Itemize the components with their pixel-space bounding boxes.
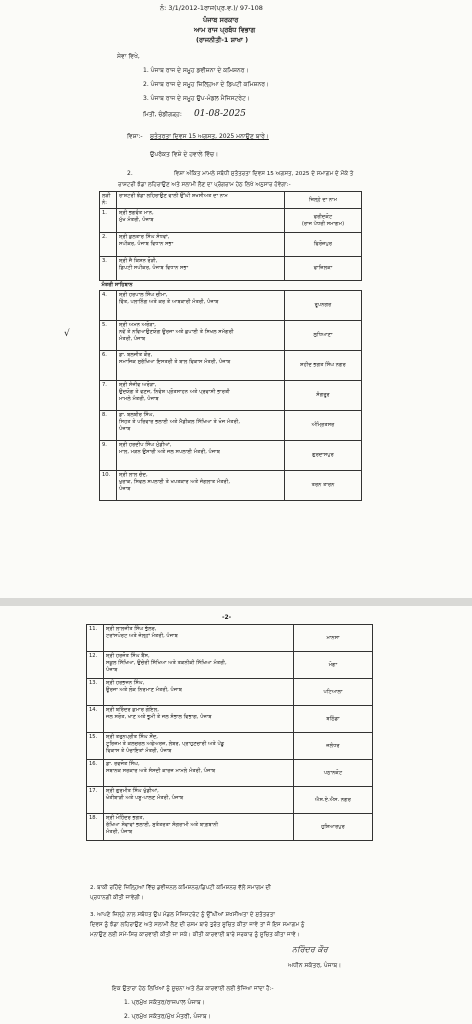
- district-note: (ਰਾਜ ਪੱਧਰੀ ਸਮਾਗਮ): [301, 220, 345, 227]
- row-district: [285, 257, 362, 281]
- date-value: 01-08-2025: [194, 109, 246, 119]
- row-person: [104, 652, 294, 679]
- person-line-l3: ਵਿਕਾਸ ਤੇ ਪੰਚਾਇਤਾਂ ਮੰਤਰੀ, ਪੰਜਾਬ: [106, 748, 172, 754]
- row-district: [285, 411, 362, 441]
- district-name: ਮੋਗਾ: [328, 661, 338, 668]
- district-name: ਲੁਧਿਆਣਾ: [313, 332, 333, 338]
- table-row: [100, 321, 362, 351]
- letter-page-2: [0, 606, 472, 1024]
- district-name: ਜਲੰਧਰ: [326, 742, 340, 749]
- row-serial: 7.: [100, 381, 117, 411]
- row-district: [285, 209, 362, 233]
- row-person: [104, 760, 294, 787]
- checkmark-icon: √: [64, 329, 70, 339]
- table-row: [100, 233, 362, 257]
- reference-number: ਨੰ: 3/1/2012-1ਰਾਜ(ਪ੍ਰ.ਵ.)/ 97-108: [160, 4, 263, 12]
- person-line-l3: ਪੰਜਾਬ: [119, 486, 131, 492]
- row-person: [117, 321, 285, 351]
- table-row: [87, 787, 373, 814]
- row-serial: 16.: [87, 760, 104, 787]
- district-name: ਫਰੀਦਕੋਟ: [313, 213, 333, 220]
- flag-hoisting-table-2: [86, 624, 373, 841]
- district-name: ਰੂਪਨਗਰ: [314, 302, 332, 308]
- subject-label: ਵਿਸ਼ਾ:-: [127, 133, 143, 140]
- person-line-l1: ਸ਼੍ਰੀ ਲਾਲ ਚੰਦ,: [119, 472, 148, 478]
- header-name: ਰਾਸ਼ਟਰੀ ਝੰਡਾ ਲਹਿਰਾਉਣ ਵਾਲੀ ਉੱਘੀ ਸ਼ਖਸੀਅਤ ਦਾ ਨਾਮ: [117, 192, 285, 209]
- table-row: [100, 351, 362, 381]
- row-person: [104, 814, 294, 841]
- intro-line: ਉਪਰੋਕਤ ਵਿਸ਼ੇ ਦੇ ਹਵਾਲੇ ਵਿੱਚ।: [150, 151, 219, 158]
- row-district: [285, 441, 362, 471]
- person-line-l1: ਸ਼੍ਰੀ ਹਰਭਜਨ ਸਿੰਘ,: [106, 680, 145, 686]
- para-b-line-2: ਦਿਵਸ ਨੂੰ ਝੰਡਾ ਲਹਿਰਾਉਣ ਅਤੇ ਸਲਾਮੀ ਲੈਣ ਦੀ ਰਸਮ ਬਾਰੇ ਤੁਰੰਤ ਸੂਚਿਤ ਕੀਤਾ ਜਾਵੇ ਤਾਂ ਜੋ ਇਸ ਸਮਾਗਮ ਨੂੰ: [90, 922, 305, 928]
- row-district: [294, 814, 373, 841]
- person-line-l1: ਡਾ. ਬਲਬੀਰ ਸਿੰਘ,: [119, 412, 155, 418]
- row-person: [117, 351, 285, 381]
- table-row: [87, 625, 373, 652]
- row-serial: 4.: [100, 291, 117, 321]
- person-line-l1: ਸ਼੍ਰੀ ਭਗਵੰਤ ਮਾਨ,: [119, 210, 154, 216]
- person-line-l3: ਪੰਜਾਬ: [106, 667, 118, 673]
- table-row: [87, 760, 373, 787]
- person-line-l2: ਉਦਯੋਗ ਤੇ ਵਣਜ, ਨਿਵੇਸ਼ ਪ੍ਰੋਤਸਾਹਨ ਅਤੇ ਪ੍ਰਵਾਸੀ ਭਾਰਤੀ: [119, 389, 230, 395]
- row-district: [294, 706, 373, 733]
- person-line-l2: ਟਰਾਂਸਪੋਰਟ ਅਤੇ ਜੇਲ੍ਹਾਂ ਮੰਤਰੀ, ਪੰਜਾਬ: [106, 633, 178, 639]
- row-serial: 9.: [100, 441, 117, 471]
- table-header-row: [100, 192, 362, 209]
- branch-name: (ਰਾਜਨੀਤੀ-1 ਸ਼ਾਖਾ ): [196, 36, 249, 44]
- government-name: ਪੰਜਾਬ ਸਰਕਾਰ: [203, 16, 239, 24]
- signatory-title: ਅਧੀਨ ਸਕੱਤਰ, ਪੰਜਾਬ।: [288, 962, 342, 969]
- row-serial: 11.: [87, 625, 104, 652]
- table-row: [100, 209, 362, 233]
- person-line-l3: ਪੰਜਾਬ: [119, 426, 131, 432]
- table-row: [100, 471, 362, 501]
- row-district: [285, 381, 362, 411]
- handwritten-signature: ਨਰਿੰਦਰ ਕੌਰ: [292, 945, 328, 954]
- table-row: [87, 733, 373, 760]
- person-line-l2: ਸਥਾਨਕ ਸਰਕਾਰ ਅਤੇ ਸੰਸਦੀ ਕਾਰਜ ਮਾਮਲੇ ਮੰਤਰੀ, ਪੰਜਾਬ: [106, 768, 216, 774]
- district-name: ਐਸ.ਏ.ਐਸ. ਨਗਰ: [315, 796, 351, 803]
- row-person: [117, 209, 285, 233]
- row-person: [117, 381, 285, 411]
- person-line-l2: ਖੇਤੀਬਾੜੀ ਅਤੇ ਪਸ਼ੂ-ਪਾਲਣ ਮੰਤਰੀ, ਪੰਜਾਬ: [106, 795, 184, 801]
- row-district: [285, 321, 362, 351]
- row-district: [285, 351, 362, 381]
- person-line-l2: ਮਾਲ, ਮੜਨ ਉਸਾਰੀ ਅਤੇ ਜਲ ਸਪਲਾਈ ਮੰਤਰੀ, ਪੰਜਾਬ: [119, 449, 220, 455]
- row-district: [285, 471, 362, 501]
- person-line-l3: ਮਾਮਲੇ ਮੰਤਰੀ, ਪੰਜਾਬ: [119, 396, 159, 402]
- person-line-l1: ਸ਼੍ਰੀ ਬਰਿੰਦਰ ਕੁਮਾਰ ਗੋਇਲ,: [106, 707, 159, 713]
- addressee-3: 3. ਪੰਜਾਬ ਰਾਜ ਦੇ ਸਮੂਹ ਉਪ-ਮੰਡਲ ਮੈਜਿਸਟਰੇਟ।: [143, 95, 250, 102]
- copy-forwarded-line: ਇਕ ਉਤਾਰਾ ਹੇਠ ਲਿਖਿਆਂ ਨੂੰ ਸੂਚਨਾ ਅਤੇ ਲੋੜ ਕਾਰਵਾਈ ਲਈ ਭੇਜਿਆ ਜਾਂਦਾ ਹੈ:-: [112, 986, 274, 992]
- person-line-l1: ਸ਼੍ਰੀ ਹਰਜੋਤ ਸਿੰਘ ਬੈਂਸ,: [106, 653, 150, 659]
- person-line-l2: ਖੁਰਾਕ, ਸਿਵਲ ਸਪਲਾਈ ਤੇ ਖਪਤਕਾਰ ਅਤੇ ਜੰਗਲਾਤ ਮੰਤਰੀ,: [119, 479, 230, 485]
- row-serial: 2.: [100, 233, 117, 257]
- para2-line-1: ਵਿਸ਼ਾ ਅੰਕਿਤ ਮਾਮਲੇ ਸਬੰਧੀ ਸੁਤੰਤਰਤਾ ਦਿਵਸ 15 ਅਗਸਤ, 2025 ਦੇ ਸਮਾਗਮ ਦੇ ਮੌਕੇ ਤੇ: [174, 171, 354, 177]
- row-person: [117, 411, 285, 441]
- para-a-line-2: ਪ੍ਰਧਾਨਗੀ ਕੀਤੀ ਜਾਵੇਗੀ।: [90, 895, 144, 901]
- person-line-l1: ਸ਼੍ਰੀ ਗੁਰਮੀਤ ਸਿੰਘ ਖੁੱਡੀਆਂ,: [106, 788, 159, 794]
- copy-recipient-1: 1. ਪ੍ਰਮੁੱਖ ਸਕੱਤਰ/ਰਾਜਪਾਲ ਪੰਜਾਬ।: [124, 999, 205, 1006]
- row-district: [285, 291, 362, 321]
- person-line-l3: ਮੰਤਰੀ, ਪੰਜਾਬ: [119, 336, 146, 342]
- department-name: ਆਮ ਰਾਜ ਪ੍ਰਬੰਧ ਵਿਭਾਗ: [194, 26, 256, 34]
- person-line-l2: ਊਰਜਾ ਅਤੇ ਲੋਕ ਨਿਰਮਾਣ ਮੰਤਰੀ, ਪੰਜਾਬ: [106, 687, 182, 693]
- para-a-line-1: 2. ਬਾਕੀ ਰਹਿੰਦੇ ਜ਼ਿਲ੍ਹਿਆਂ ਵਿੱਚ ਡਵੀਜ਼ਨਲ ਕਮਿਸ਼ਨਰ/ਡਿਪਟੀ ਕਮਿਸ਼ਨਰ ਵੱਲੋਂ ਸਮਾਗਮ ਦੀ: [90, 885, 271, 891]
- person-line-l2: ਟੂਰਿਜ਼ਮ ਤੇ ਕਲਚਰਲ ਅਫੇਅਰਜ਼, ਲੇਬਰ, ਪ੍ਰਾਹੁਣਚਾਰੀ ਅਤੇ ਪੇਂਡੂ: [106, 741, 225, 747]
- row-person: [104, 625, 294, 652]
- row-serial: 6.: [100, 351, 117, 381]
- district-name: ਹੁਸ਼ਿਆਰਪੁਰ: [321, 823, 345, 830]
- row-person: [104, 706, 294, 733]
- person-line-l2: ਨਵੇਂ ਤੇ ਨਵਿਆਉਣਯੋਗ ਊਰਜਾ ਅਤੇ ਛਪਾਈ ਤੇ ਸਿਖਲ ਸਮੱਗਰੀ: [119, 329, 234, 335]
- date-label: ਮਿਤੀ, ਚੰਡੀਗੜ੍ਹ:: [143, 111, 182, 118]
- para-b-line-3: ਮਨਾਉਣ ਲਈ ਸਮੇਂ-ਸਿਰ ਕਾਰਵਾਈ ਕੀਤੀ ਜਾ ਸਕੇ। ਕੀਤੀ ਕਾਰਵਾਈ ਬਾਰੇ ਸਰਕਾਰ ਨੂੰ ਸੂਚਿਤ ਕੀਤਾ ਜਾਵੇ।: [90, 932, 300, 938]
- row-serial: 8.: [100, 411, 117, 441]
- table-row: [100, 291, 362, 321]
- subject-text: ਸੁਤੰਤਰਤਾ ਦਿਵਸ 15 ਅਗਸਤ, 2025 ਮਨਾਉਣ ਬਾਰੇ।: [150, 133, 269, 140]
- table-row: [87, 652, 373, 679]
- person-line-l3: ਮੰਤਰੀ, ਪੰਜਾਬ: [106, 829, 133, 835]
- district-name: ਸ਼ਹੀਦ ਭਗਤ ਸਿੰਘ ਨਗਰ: [300, 362, 346, 368]
- row-serial: 15.: [87, 733, 104, 760]
- person-line-l1: ਸ਼੍ਰੀ ਸੰਜੀਵ ਅਰੋੜਾ,: [119, 382, 157, 388]
- person-line-l2: ਸਮਾਜਿਕ ਸੁਰੱਖਿਆ ਇਸਤਰੀ ਤੇ ਬਾਲ ਵਿਕਾਸ ਮੰਤਰੀ, ਪੰਜਾਬ: [119, 359, 231, 365]
- person-line-l2: ਜਲ ਸਰੋਤ, ਖਾਣ ਅਤੇ ਭੂਮੀ ਤੇ ਜਲ ਸੰਭਾਲ ਵਿਭਾਗ, ਪੰਜਾਬ: [106, 714, 212, 720]
- row-person: [104, 787, 294, 814]
- person-line-l2: ਵਿੱਤ, ਪਲਾਨਿੰਗ ਅਤੇ ਕਰ ਤੇ ਆਬਕਾਰੀ ਮੰਤਰੀ, ਪੰਜਾਬ: [119, 299, 219, 305]
- row-serial: 1.: [100, 209, 117, 233]
- row-district: [294, 652, 373, 679]
- table-row: [87, 706, 373, 733]
- table-subheading-row: [100, 281, 362, 291]
- row-serial: 10.: [100, 471, 117, 501]
- table-row: [100, 441, 362, 471]
- district-name: ਗੁਰਦਾਸਪੁਰ: [312, 452, 334, 458]
- person-line-l1: ਸ਼੍ਰੀ ਅਮਨ ਅਰੋੜਾ,: [119, 322, 156, 328]
- row-person: [117, 441, 285, 471]
- table-row: [100, 381, 362, 411]
- row-district: [294, 760, 373, 787]
- person-line-l1: ਸ਼੍ਰੀ ਹਰਪਾਲ ਸਿੰਘ ਚੀਮਾ,: [119, 292, 168, 298]
- header-serial: ਲੜੀ ਨੰ:: [100, 192, 117, 209]
- district-name: ਮਾਨਸਾ: [326, 634, 340, 641]
- row-serial: 12.: [87, 652, 104, 679]
- district-name: ਪਟਿਆਲਾ: [323, 688, 343, 695]
- row-person: [117, 257, 285, 281]
- district-name: ਪਠਾਨਕੋਟ: [323, 769, 343, 776]
- row-serial: 17.: [87, 787, 104, 814]
- person-line-l1: ਸ਼੍ਰੀ ਕੁਲਤਾਰ ਸਿੰਘ ਸੰਧਵਾਂ,: [119, 234, 170, 240]
- row-person: [117, 291, 285, 321]
- page-number: -2-: [222, 614, 232, 621]
- district-name: ਫਿਰੋਜ਼ਪੁਰ: [313, 241, 333, 247]
- district-name: ਬਠਿੰਡਾ: [326, 715, 340, 722]
- addressee-2: 2. ਪੰਜਾਬ ਰਾਜ ਦੇ ਸਮੂਹ ਜ਼ਿਲ੍ਹਿਆ ਦੇ ਡਿਪਟੀ ਕਮਿਸ਼ਨਰ।: [143, 81, 270, 88]
- row-district: [285, 233, 362, 257]
- person-line-l2: ਰੱਖਿਆ ਸੇਵਾਵਾਂ ਭਲਾਈ, ਸੁਤੰਤਰਤਾ ਸੰਗਰਾਮੀ ਅਤੇ ਬਾਗ਼ਬਾਨੀ: [106, 822, 219, 828]
- person-line-l2: ਸਕੂਲ ਸਿੱਖਿਆ, ਉਚੇਰੀ ਸਿੱਖਿਆ ਅਤੇ ਤਕਨੀਕੀ ਸਿੱਖਿਆ ਮੰਤਰੀ,: [106, 660, 227, 666]
- row-serial: 13.: [87, 679, 104, 706]
- person-line-l2: ਡਿਪਟੀ ਸਪੀਕਰ, ਪੰਜਾਬ ਵਿਧਾਨ ਸਭਾ: [119, 265, 189, 271]
- person-line-l1: ਸ਼੍ਰੀ ਮੋਹਿੰਦਰ ਭਗਤ,: [106, 815, 145, 821]
- table-row: [100, 411, 362, 441]
- person-line-l2: ਮੁੱਖ ਮੰਤਰੀ, ਪੰਜਾਬ: [119, 217, 154, 223]
- to-label: ਸੇਵਾ ਵਿਖੇ,: [117, 53, 140, 60]
- table-row: [100, 257, 362, 281]
- row-person: [104, 679, 294, 706]
- row-district: [294, 787, 373, 814]
- person-line-l1: ਸ਼੍ਰੀ ਲਾਲਜੀਤ ਸਿੰਘ ਭੁੱਲਰ,: [106, 626, 157, 632]
- row-serial: 5.: [100, 321, 117, 351]
- person-line-l1: ਡਾ. ਬਲਜੀਤ ਕੌਰ,: [119, 352, 153, 358]
- district-name: ਅੰਮ੍ਰਿਤਸਰ: [311, 422, 335, 428]
- header-district: ਜ਼ਿਲ੍ਹੇ ਦਾ ਨਾਮ: [285, 192, 362, 209]
- table-row: [87, 814, 373, 841]
- person-line-l2: ਸਿਹਤ ਤੇ ਪਰਿਵਾਰ ਭਲਾਈ ਅਤੇ ਮੈਡੀਕਲ ਸਿੱਖਿਆ ਤੇ ਖੋਜ ਮੰਤਰੀ,: [119, 419, 241, 425]
- row-serial: 14.: [87, 706, 104, 733]
- copy-recipient-2: 2. ਪ੍ਰਮੁੱਖ ਸਕੱਤਰ/ਮੁੱਖ ਮੰਤਰੀ, ਪੰਜਾਬ।: [124, 1013, 211, 1020]
- row-person: [117, 233, 285, 257]
- person-line-l1: ਸ਼੍ਰੀ ਜੈ ਕਿਸ਼ਨ ਰੋੜੀ,: [119, 258, 158, 264]
- row-district: [294, 625, 373, 652]
- row-person: [104, 733, 294, 760]
- para-b-line-1: 3. ਆਪਣੇ ਜ਼ਿਲ੍ਹੇ ਨਾਲ ਸਬੰਧਤ ਉਪ ਮੰਡਲ ਮੈਜਿਸਟਰੇਟ ਨੂੰ ਉੱਘੀਆਂ ਸ਼ਖਸੀਅਤਾ ਦੇ ਸੁਤੰਤਰਤਾ: [90, 912, 275, 918]
- person-line-l1: ਸ਼੍ਰੀ ਹਰਦੀਪ ਸਿੰਘ ਮੁੰਡੀਆਂ,: [119, 442, 172, 448]
- person-line-l1: ਸ਼੍ਰੀ ਤਰੁਨਪ੍ਰੀਤ ਸਿੰਘ ਸੌਂਦ,: [106, 734, 158, 740]
- flag-hoisting-table-1: [99, 191, 362, 501]
- row-district: [294, 679, 373, 706]
- district-name: ਫਾਜ਼ਿਲਕਾ: [313, 265, 333, 271]
- row-person: [117, 471, 285, 501]
- person-line-l1: ਡਾ. ਰਵਜੋਤ ਸਿੰਘ,: [106, 761, 140, 767]
- district-name: ਤਰਨ ਤਾਰਨ: [311, 482, 335, 488]
- ministers-subheading: ਮੰਤਰੀ ਸਾਹਿਬਾਨ: [101, 282, 133, 288]
- addressee-1: 1. ਪੰਜਾਬ ਰਾਜ ਦੇ ਸਮੂਹ ਡਵੀਜ਼ਨਾ ਦੇ ਕਮਿਸ਼ਨਰ।: [143, 67, 249, 74]
- row-serial: 18.: [87, 814, 104, 841]
- page-separator: [0, 598, 472, 606]
- para2-line-2: ਰਾਸ਼ਟਰੀ ਝੰਡਾ ਲਹਿਰਾਉਣ ਅਤੇ ਸਲਾਮੀ ਲੈਣ ਦਾ ਪ੍ਰੋਗਰਾਮ ਹੇਠ ਲਿਖੇ ਅਨੁਸਾਰ ਹੋਵੇਗਾ:-: [118, 182, 291, 188]
- table-row: [87, 679, 373, 706]
- row-district: [294, 733, 373, 760]
- row-serial: 3.: [100, 257, 117, 281]
- person-line-l2: ਸਪੀਕਰ, ਪੰਜਾਬ ਵਿਧਾਨ ਸਭਾ: [119, 241, 174, 247]
- para2-number: 2.: [127, 170, 133, 177]
- district-name: ਸੰਗਰੂਰ: [316, 392, 330, 398]
